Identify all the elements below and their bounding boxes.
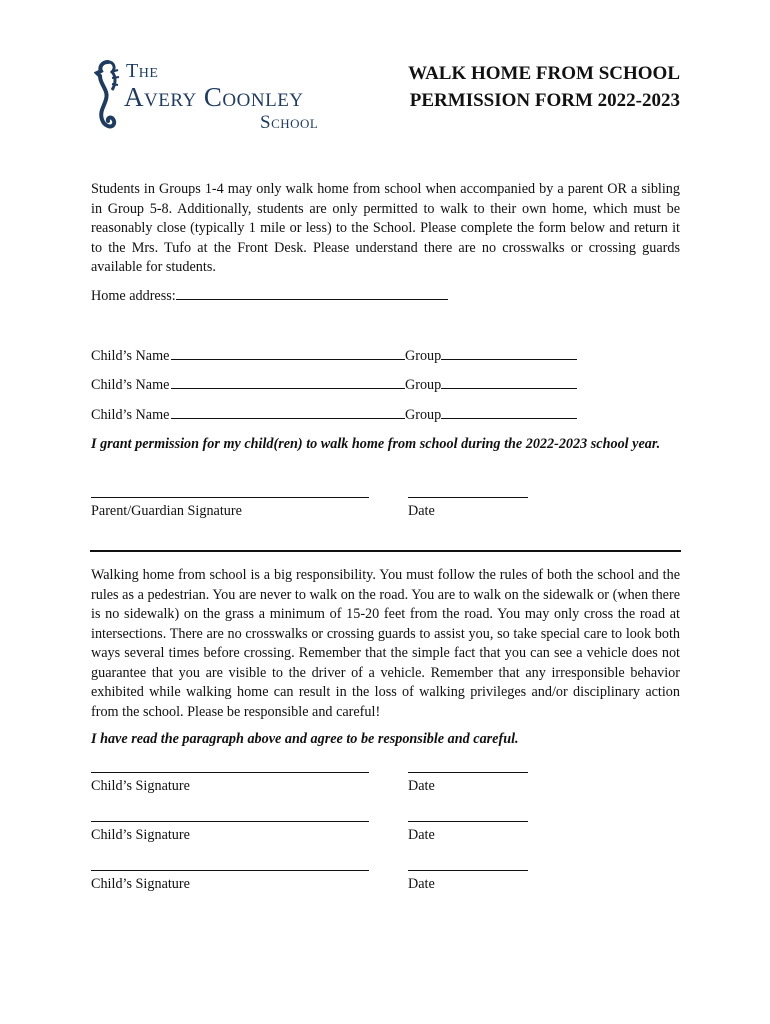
form-title <box>340 60 680 114</box>
child-date-label: Date <box>408 827 435 843</box>
form-title-line1: WALK HOME FROM SCHOOL <box>408 63 680 84</box>
school-logo <box>92 58 332 138</box>
form-title-line2: PERMISSION FORM 2022-2023 <box>409 90 680 111</box>
child-date-label: Date <box>408 876 435 892</box>
child-row <box>91 375 577 394</box>
child-date-line[interactable] <box>408 772 528 773</box>
seahorse-icon <box>94 58 124 134</box>
parent-signature-line[interactable] <box>91 497 369 498</box>
child-date-label: Date <box>408 778 435 794</box>
home-address-label: Home address: <box>91 288 176 304</box>
home-address-field[interactable] <box>176 286 448 300</box>
group-field[interactable] <box>441 375 577 389</box>
child-name-label: Child’s Name <box>91 348 170 364</box>
child-row <box>91 346 577 365</box>
parent-date-label: Date <box>408 503 435 519</box>
child-name-field[interactable] <box>171 346 405 360</box>
parent-date-line[interactable] <box>408 497 528 498</box>
child-date-line[interactable] <box>408 870 528 871</box>
logo-line-school: School <box>260 112 319 133</box>
child-signature-label: Child’s Signature <box>91 876 190 892</box>
group-field[interactable] <box>441 346 577 360</box>
child-signature-label: Child’s Signature <box>91 778 190 794</box>
child-signature-label: Child’s Signature <box>91 827 190 843</box>
child-name-field[interactable] <box>171 405 405 419</box>
permission-statement: I grant permission for my child(ren) to walk home from school during the 2022-2023 school year. <box>91 436 661 452</box>
child-date-line[interactable] <box>408 821 528 822</box>
group-label: Group <box>404 377 442 393</box>
home-address-row <box>91 286 448 305</box>
logo-line-name: Avery Coonley <box>124 82 304 112</box>
child-signature-line[interactable] <box>91 772 369 773</box>
child-row <box>91 405 577 424</box>
group-label: Group <box>404 407 442 423</box>
rules-paragraph: Walking home from school is a big responsibility. You must follow the rules of both the school and the rules as a pedestrian. You are never to walk on the road. You are to walk on the sidewalk or (when there is no sidewalk) on the grass a minimum of 15-20 feet from the road. You may only cross the road at intersections. There are no crosswalks or crossing guards to assist you, so take special care to look both ways several times before crossing. Remember that the simple fact that you can see a vehicle does not guarantee that you are visible to the driver of a vehicle. Remember that any irresponsible behavior exhibited while walking home can result in the loss of walking privileges and/or disciplinary action from the school. Please be responsible and careful! <box>91 567 680 720</box>
group-label: Group <box>404 348 442 364</box>
parent-signature-label: Parent/Guardian Signature <box>91 503 242 519</box>
group-field[interactable] <box>441 405 577 419</box>
intro-paragraph: Students in Groups 1-4 may only walk home from school when accompanied by a parent OR a sibling in Group 5-8. Additionally, students are only permitted to walk to their own home, which must be reasonably close (typically 1 mile or less) to the School. Please complete the form below and return it to the Mrs. Tufo at the Front Desk. Please understand there are no crosswalks or crossing guards available for students. <box>91 181 680 275</box>
section-divider <box>90 550 681 552</box>
logo-line-the: The <box>126 60 159 82</box>
child-name-field[interactable] <box>171 375 405 389</box>
child-signature-line[interactable] <box>91 821 369 822</box>
agreement-statement: I have read the paragraph above and agree to be responsible and careful. <box>91 731 519 747</box>
child-name-label: Child’s Name <box>91 377 170 393</box>
child-name-label: Child’s Name <box>91 407 170 423</box>
child-signature-line[interactable] <box>91 870 369 871</box>
